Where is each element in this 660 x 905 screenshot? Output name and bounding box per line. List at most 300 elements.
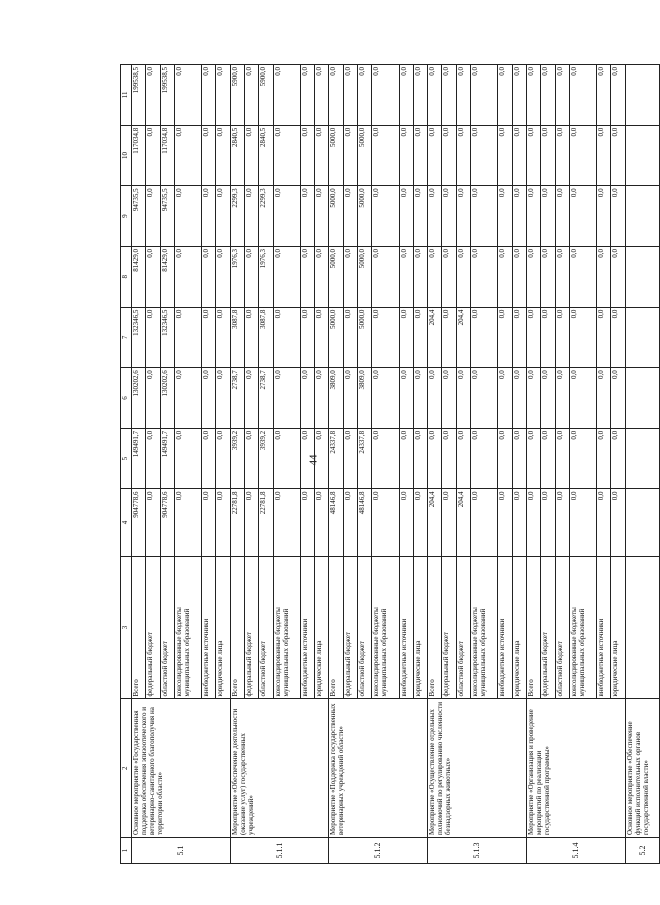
value-cell: 0,0: [174, 489, 201, 556]
value-cell: 0,0: [428, 246, 442, 307]
value-cell: 0,0: [442, 246, 456, 307]
value-cell: 0,0: [343, 65, 357, 126]
value-cell: 0,0: [343, 246, 357, 307]
header-cell: 8: [121, 246, 132, 307]
value-cell: 0,0: [471, 368, 498, 429]
value-cell: 5000,0: [358, 246, 372, 307]
value-cell: 3939,2: [230, 428, 244, 489]
funding-source: Всего: [132, 556, 146, 699]
value-cell: 0,0: [471, 307, 498, 368]
value-cell: 130202,6: [160, 368, 174, 429]
value-cell: 0,0: [611, 307, 626, 368]
value-cell: 0,0: [569, 307, 596, 368]
value-cell: 24337,8: [329, 428, 343, 489]
row-name: Мероприятие «Поддержка государственных ветеринарных учреждений области»: [329, 699, 428, 838]
value-cell: 0,0: [428, 368, 442, 429]
value-cell: 0,0: [442, 489, 456, 556]
row-code: 5.1.1: [230, 838, 329, 864]
value-cell: 0,0: [569, 489, 596, 556]
value-cell: 0,0: [216, 368, 230, 429]
empty-cell: [626, 65, 660, 126]
value-cell: 0,0: [541, 125, 555, 186]
value-cell: 0,0: [372, 428, 399, 489]
value-cell: 0,0: [245, 186, 259, 247]
value-cell: 117034,8: [132, 125, 146, 186]
header-cell: 9: [121, 186, 132, 247]
value-cell: 81429,0: [160, 246, 174, 307]
value-cell: 0,0: [399, 246, 413, 307]
value-cell: 0,0: [245, 125, 259, 186]
funding-source: юридические лица: [216, 556, 230, 699]
funding-source: областной бюджет: [456, 556, 470, 699]
funding-source: юридические лица: [512, 556, 526, 699]
value-cell: 0,0: [146, 368, 160, 429]
funding-source: областной бюджет: [358, 556, 372, 699]
value-cell: 0,0: [315, 65, 329, 126]
value-cell: 22781,8: [259, 489, 273, 556]
header-cell: 5: [121, 428, 132, 489]
value-cell: 0,0: [498, 307, 512, 368]
value-cell: 0,0: [512, 307, 526, 368]
value-cell: 0,0: [498, 246, 512, 307]
value-cell: 204,4: [456, 489, 470, 556]
value-cell: 0,0: [372, 489, 399, 556]
value-cell: 48146,8: [329, 489, 343, 556]
funding-source: юридические лица: [315, 556, 329, 699]
value-cell: 0,0: [541, 368, 555, 429]
value-cell: 0,0: [245, 307, 259, 368]
rotated-table-wrapper: [120, 64, 660, 864]
value-cell: 0,0: [526, 125, 540, 186]
value-cell: 0,0: [146, 246, 160, 307]
funding-source: юридические лица: [413, 556, 427, 699]
value-cell: 0,0: [343, 368, 357, 429]
value-cell: 0,0: [413, 307, 427, 368]
value-cell: 5000,0: [358, 125, 372, 186]
value-cell: 0,0: [174, 125, 201, 186]
funding-source: Всего: [428, 556, 442, 699]
value-cell: 0,0: [174, 65, 201, 126]
value-cell: 0,0: [343, 125, 357, 186]
value-cell: 0,0: [300, 368, 314, 429]
value-cell: 0,0: [216, 186, 230, 247]
value-cell: 0,0: [216, 307, 230, 368]
empty-cell: [626, 307, 660, 368]
value-cell: 0,0: [315, 428, 329, 489]
value-cell: 0,0: [399, 186, 413, 247]
value-cell: 0,0: [569, 125, 596, 186]
value-cell: 0,0: [456, 246, 470, 307]
value-cell: 0,0: [202, 65, 216, 126]
table-row: [132, 65, 146, 864]
funding-source: консолидированные бюджеты муниципальных образований: [471, 556, 498, 699]
value-cell: 0,0: [555, 428, 569, 489]
value-cell: 0,0: [526, 186, 540, 247]
value-cell: 0,0: [526, 307, 540, 368]
value-cell: 0,0: [611, 428, 626, 489]
row-code: 5.1.4: [526, 838, 625, 864]
value-cell: 0,0: [541, 65, 555, 126]
value-cell: 3939,2: [259, 428, 273, 489]
row-name: Основное мероприятие «Государственная поддержка обеспечения эпизоотического и ветеринарно-санитарного благополучия на территории области»: [132, 699, 231, 838]
value-cell: 0,0: [399, 125, 413, 186]
value-cell: 5000,0: [358, 186, 372, 247]
value-cell: 94735,5: [160, 186, 174, 247]
value-cell: 0,0: [329, 65, 343, 126]
value-cell: 0,0: [456, 125, 470, 186]
value-cell: 0,0: [413, 368, 427, 429]
value-cell: 0,0: [596, 489, 610, 556]
row-name: Мероприятие «Организация и проведение мероприятий по реализации государственной программы»: [526, 699, 625, 838]
value-cell: 0,0: [372, 307, 399, 368]
header-cell: 4: [121, 489, 132, 556]
empty-cell: [626, 556, 660, 699]
value-cell: 0,0: [428, 125, 442, 186]
value-cell: 0,0: [315, 489, 329, 556]
value-cell: 0,0: [471, 489, 498, 556]
value-cell: 2299,3: [230, 186, 244, 247]
funding-source: консолидированные бюджеты муниципальных образований: [569, 556, 596, 699]
funding-source: федеральный бюджет: [442, 556, 456, 699]
value-cell: 0,0: [596, 186, 610, 247]
value-cell: 0,0: [216, 246, 230, 307]
value-cell: 0,0: [273, 65, 300, 126]
value-cell: 0,0: [555, 307, 569, 368]
value-cell: 81429,0: [132, 246, 146, 307]
value-cell: 0,0: [300, 125, 314, 186]
value-cell: 0,0: [273, 246, 300, 307]
value-cell: 0,0: [343, 489, 357, 556]
value-cell: 1976,3: [230, 246, 244, 307]
value-cell: 0,0: [611, 125, 626, 186]
value-cell: 0,0: [399, 368, 413, 429]
value-cell: 2299,3: [259, 186, 273, 247]
value-cell: 130202,6: [132, 368, 146, 429]
value-cell: 0,0: [555, 368, 569, 429]
funding-source: федеральный бюджет: [146, 556, 160, 699]
value-cell: 0,0: [273, 186, 300, 247]
value-cell: 0,0: [456, 186, 470, 247]
value-cell: 0,0: [569, 246, 596, 307]
value-cell: 0,0: [413, 125, 427, 186]
value-cell: 149491,7: [132, 428, 146, 489]
funding-source: консолидированные бюджеты муниципальных образований: [273, 556, 300, 699]
value-cell: 0,0: [471, 65, 498, 126]
value-cell: 48146,8: [358, 489, 372, 556]
value-cell: 0,0: [471, 186, 498, 247]
value-cell: 0,0: [596, 428, 610, 489]
value-cell: 0,0: [399, 307, 413, 368]
row-code: 5.2: [626, 838, 660, 864]
value-cell: 0,0: [216, 65, 230, 126]
value-cell: 0,0: [315, 125, 329, 186]
value-cell: 0,0: [245, 368, 259, 429]
value-cell: 0,0: [273, 307, 300, 368]
value-cell: 0,0: [372, 368, 399, 429]
value-cell: 94735,5: [132, 186, 146, 247]
value-cell: 0,0: [146, 489, 160, 556]
value-cell: 0,0: [174, 307, 201, 368]
value-cell: 0,0: [174, 246, 201, 307]
value-cell: 0,0: [174, 186, 201, 247]
value-cell: 0,0: [512, 368, 526, 429]
value-cell: 0,0: [300, 489, 314, 556]
value-cell: 0,0: [541, 186, 555, 247]
value-cell: 0,0: [442, 125, 456, 186]
value-cell: 0,0: [526, 246, 540, 307]
value-cell: 149491,7: [160, 428, 174, 489]
row-name: Мероприятие «Осуществление отдельных полномочий по регулированию численности безнадзорных животных»: [428, 699, 527, 838]
value-cell: 5000,0: [329, 307, 343, 368]
row-code: 5.1: [132, 838, 231, 864]
value-cell: 0,0: [202, 489, 216, 556]
value-cell: 0,0: [413, 489, 427, 556]
value-cell: 0,0: [512, 428, 526, 489]
funding-source: внебюджетные источники: [300, 556, 314, 699]
value-cell: 0,0: [498, 186, 512, 247]
funding-source: областной бюджет: [259, 556, 273, 699]
value-cell: 0,0: [541, 246, 555, 307]
value-cell: 0,0: [413, 65, 427, 126]
value-cell: 0,0: [596, 246, 610, 307]
value-cell: 0,0: [555, 65, 569, 126]
value-cell: 0,0: [526, 428, 540, 489]
value-cell: 0,0: [498, 125, 512, 186]
value-cell: 0,0: [569, 368, 596, 429]
value-cell: 0,0: [372, 186, 399, 247]
value-cell: 24337,8: [358, 428, 372, 489]
value-cell: 0,0: [541, 428, 555, 489]
value-cell: 0,0: [555, 186, 569, 247]
value-cell: 0,0: [541, 307, 555, 368]
value-cell: 0,0: [413, 246, 427, 307]
value-cell: 0,0: [555, 125, 569, 186]
header-cell: 1: [121, 838, 132, 864]
value-cell: 0,0: [541, 489, 555, 556]
funding-source: федеральный бюджет: [541, 556, 555, 699]
value-cell: 0,0: [146, 428, 160, 489]
value-cell: 0,0: [498, 489, 512, 556]
header-cell: 6: [121, 368, 132, 429]
value-cell: 0,0: [273, 125, 300, 186]
value-cell: 132346,5: [132, 307, 146, 368]
value-cell: 0,0: [202, 368, 216, 429]
value-cell: 0,0: [442, 186, 456, 247]
value-cell: 0,0: [611, 246, 626, 307]
value-cell: 0,0: [343, 307, 357, 368]
value-cell: 0,0: [245, 65, 259, 126]
funding-source: федеральный бюджет: [245, 556, 259, 699]
page-number: 44: [307, 454, 320, 466]
value-cell: 0,0: [498, 65, 512, 126]
funding-source: федеральный бюджет: [343, 556, 357, 699]
value-cell: 0,0: [399, 65, 413, 126]
funding-source: консолидированные бюджеты муниципальных образований: [372, 556, 399, 699]
header-cell: 2: [121, 699, 132, 838]
value-cell: 0,0: [555, 246, 569, 307]
value-cell: 0,0: [512, 125, 526, 186]
value-cell: 1976,3: [259, 246, 273, 307]
table-row: [428, 65, 442, 864]
value-cell: 0,0: [202, 186, 216, 247]
value-cell: 132346,5: [160, 307, 174, 368]
value-cell: 0,0: [300, 307, 314, 368]
value-cell: 0,0: [358, 65, 372, 126]
table-row: [329, 65, 343, 864]
funding-source: внебюджетные источники: [498, 556, 512, 699]
value-cell: 0,0: [512, 489, 526, 556]
funding-source: Всего: [230, 556, 244, 699]
value-cell: 0,0: [611, 186, 626, 247]
value-cell: 0,0: [456, 65, 470, 126]
value-cell: 0,0: [526, 65, 540, 126]
funding-source: консолидированные бюджеты муниципальных образований: [174, 556, 201, 699]
value-cell: 3809,0: [329, 368, 343, 429]
value-cell: 0,0: [428, 65, 442, 126]
empty-cell: [626, 368, 660, 429]
value-cell: 5900,0: [230, 65, 244, 126]
value-cell: 0,0: [300, 428, 314, 489]
value-cell: 0,0: [245, 489, 259, 556]
value-cell: 0,0: [146, 125, 160, 186]
value-cell: 0,0: [273, 368, 300, 429]
value-cell: 0,0: [372, 125, 399, 186]
funding-source: юридические лица: [611, 556, 626, 699]
value-cell: 0,0: [611, 489, 626, 556]
value-cell: 0,0: [596, 125, 610, 186]
value-cell: 0,0: [202, 428, 216, 489]
value-cell: 0,0: [315, 246, 329, 307]
value-cell: 199538,5: [132, 65, 146, 126]
value-cell: 0,0: [245, 428, 259, 489]
header-row: [121, 65, 132, 864]
value-cell: 0,0: [315, 368, 329, 429]
empty-cell: [626, 246, 660, 307]
value-cell: 0,0: [512, 246, 526, 307]
value-cell: 0,0: [315, 307, 329, 368]
value-cell: 0,0: [569, 186, 596, 247]
empty-cell: [626, 125, 660, 186]
value-cell: 0,0: [372, 246, 399, 307]
value-cell: 5000,0: [329, 125, 343, 186]
value-cell: 0,0: [512, 65, 526, 126]
empty-cell: [626, 489, 660, 556]
value-cell: 0,0: [300, 65, 314, 126]
value-cell: 3809,0: [358, 368, 372, 429]
funding-source: областной бюджет: [555, 556, 569, 699]
value-cell: 0,0: [399, 489, 413, 556]
value-cell: 0,0: [216, 489, 230, 556]
table-body: [132, 65, 660, 864]
value-cell: 0,0: [611, 65, 626, 126]
value-cell: 0,0: [471, 125, 498, 186]
value-cell: 904778,6: [132, 489, 146, 556]
funding-source: областной бюджет: [160, 556, 174, 699]
funding-source: внебюджетные источники: [202, 556, 216, 699]
value-cell: 0,0: [202, 125, 216, 186]
value-cell: 0,0: [442, 428, 456, 489]
empty-cell: [626, 428, 660, 489]
value-cell: 2738,7: [259, 368, 273, 429]
value-cell: 0,0: [569, 428, 596, 489]
value-cell: 0,0: [428, 428, 442, 489]
value-cell: 2840,5: [230, 125, 244, 186]
value-cell: 22781,8: [230, 489, 244, 556]
value-cell: 0,0: [442, 65, 456, 126]
value-cell: 0,0: [555, 489, 569, 556]
value-cell: 0,0: [216, 428, 230, 489]
header-cell: 3: [121, 556, 132, 699]
funding-source: внебюджетные источники: [399, 556, 413, 699]
header-cell: 10: [121, 125, 132, 186]
budget-table: [120, 64, 660, 864]
funding-source: Всего: [526, 556, 540, 699]
value-cell: 0,0: [245, 246, 259, 307]
value-cell: 204,4: [428, 489, 442, 556]
value-cell: 5000,0: [329, 186, 343, 247]
value-cell: 0,0: [146, 186, 160, 247]
value-cell: 0,0: [273, 428, 300, 489]
table-row: [626, 65, 660, 864]
table-row: [526, 65, 540, 864]
value-cell: 0,0: [216, 125, 230, 186]
value-cell: 0,0: [300, 186, 314, 247]
row-name: Основное мероприятие «Обеспечение функций исполнительных органов государственной власти»: [626, 699, 660, 838]
value-cell: 5000,0: [329, 246, 343, 307]
value-cell: 0,0: [315, 186, 329, 247]
value-cell: 204,4: [428, 307, 442, 368]
value-cell: 5900,0: [259, 65, 273, 126]
value-cell: 3087,8: [259, 307, 273, 368]
value-cell: 0,0: [498, 368, 512, 429]
value-cell: 0,0: [442, 307, 456, 368]
header-cell: 11: [121, 65, 132, 126]
value-cell: 0,0: [498, 428, 512, 489]
value-cell: 0,0: [399, 428, 413, 489]
value-cell: 0,0: [343, 428, 357, 489]
value-cell: 0,0: [146, 65, 160, 126]
value-cell: 0,0: [174, 368, 201, 429]
value-cell: 2738,7: [230, 368, 244, 429]
value-cell: 0,0: [526, 368, 540, 429]
value-cell: 0,0: [300, 246, 314, 307]
value-cell: 5000,0: [358, 307, 372, 368]
value-cell: 0,0: [596, 307, 610, 368]
value-cell: 0,0: [413, 428, 427, 489]
value-cell: 0,0: [611, 368, 626, 429]
value-cell: 117034,8: [160, 125, 174, 186]
value-cell: 0,0: [428, 186, 442, 247]
table-row: [230, 65, 244, 864]
funding-source: Всего: [329, 556, 343, 699]
value-cell: 0,0: [569, 65, 596, 126]
value-cell: 0,0: [456, 368, 470, 429]
value-cell: 2840,5: [259, 125, 273, 186]
value-cell: 0,0: [471, 246, 498, 307]
row-name: Мероприятие «Обеспечение деятельности (оказание услуг) государственных учреждений»: [230, 699, 329, 838]
value-cell: 199538,5: [160, 65, 174, 126]
funding-source: внебюджетные источники: [596, 556, 610, 699]
value-cell: 0,0: [343, 186, 357, 247]
value-cell: 0,0: [146, 307, 160, 368]
value-cell: 0,0: [596, 65, 610, 126]
value-cell: 0,0: [273, 489, 300, 556]
value-cell: 0,0: [526, 489, 540, 556]
value-cell: 0,0: [442, 368, 456, 429]
value-cell: 3087,8: [230, 307, 244, 368]
row-code: 5.1.2: [329, 838, 428, 864]
value-cell: 0,0: [471, 428, 498, 489]
